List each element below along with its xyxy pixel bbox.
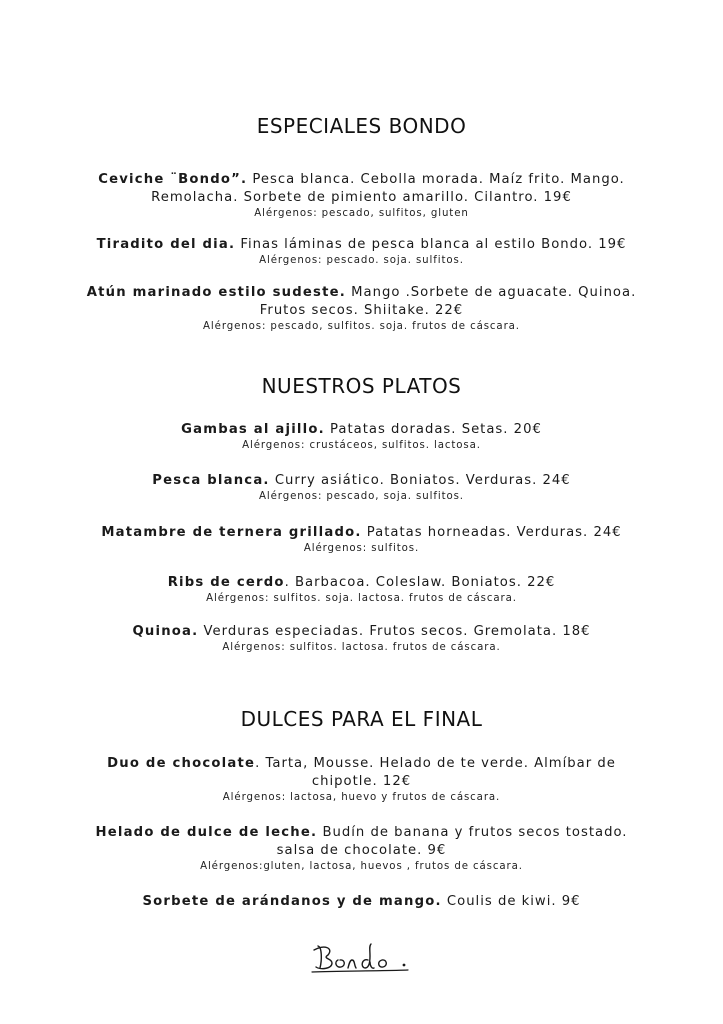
dish-tiradito xyxy=(80,236,643,268)
dish-allergens: Alérgenos: pescado, sulfitos, gluten xyxy=(254,208,469,219)
dish-allergens: Alérgenos: lactosa, huevo y frutos de cáscara. xyxy=(222,792,501,803)
dish-ribs xyxy=(80,574,643,606)
dish-allergens: Alérgenos: sulfitos. lactosa. frutos de cáscara. xyxy=(222,642,501,653)
dish-description: Patatas horneadas. Verduras. 24€ xyxy=(361,525,622,540)
dish-name: Tiradito del dia. xyxy=(96,237,236,252)
dish-name: Duo de chocolate xyxy=(107,756,256,771)
dish-pesca-blanca xyxy=(80,472,643,504)
dish-quinoa xyxy=(80,623,643,655)
dish-allergens: Alérgenos: sulfitos. xyxy=(303,543,420,554)
dish-allergens: Alérgenos: pescado. soja. sulfitos. xyxy=(259,255,464,266)
dish-description: Mango .Sorbete de aguacate. Quinoa. xyxy=(345,285,637,300)
dish-sorbete xyxy=(80,893,643,911)
section-title-nuestros-platos: NUESTROS PLATOS xyxy=(261,374,462,398)
dish-name: Helado de dulce de leche. xyxy=(95,825,318,840)
dish-allergens: Alérgenos:gluten, lactosa, huevos , frutos de cáscara. xyxy=(200,861,523,872)
dish-name: Atún marinado estilo sudeste. xyxy=(86,285,346,300)
dish-name: Pesca blanca. xyxy=(152,473,270,488)
dish-allergens: Alérgenos: crustáceos, sulfitos. lactosa. xyxy=(242,440,481,451)
dish-name: Gambas al ajillo. xyxy=(181,422,325,437)
dish-description: Finas láminas de pesca blanca al estilo Bondo. 19€ xyxy=(235,237,627,252)
dish-description: Coulis de kiwi. 9€ xyxy=(441,894,581,909)
dish-description-cont: Remolacha. Sorbete de pimiento amarillo. Cilantro. 19€ xyxy=(151,190,572,205)
dish-duo-chocolate xyxy=(80,755,643,805)
dish-name: Sorbete de arándanos y de mango. xyxy=(142,894,442,909)
dish-allergens: Alérgenos: pescado, sulfitos. soja. frutos de cáscara. xyxy=(203,321,520,332)
dish-description: Verduras especiadas. Frutos secos. Gremolata. 18€ xyxy=(198,624,591,639)
dish-description-cont: Frutos secos. Shiitake. 22€ xyxy=(259,303,464,318)
dish-allergens: Alérgenos: sulfitos. soja. lactosa. frutos de cáscara. xyxy=(206,593,517,604)
dish-matambre xyxy=(80,524,643,556)
dish-description-cont: salsa de chocolate. 9€ xyxy=(276,843,447,858)
dish-gambas xyxy=(80,421,643,453)
dish-atun xyxy=(80,284,643,334)
dish-name: Matambre de ternera grillado. xyxy=(101,525,362,540)
dish-ceviche xyxy=(80,171,643,221)
dish-description-cont: chipotle. 12€ xyxy=(311,774,412,789)
section-title-dulces: DULCES PARA EL FINAL xyxy=(240,707,483,731)
dish-description: Curry asiático. Boniatos. Verduras. 24€ xyxy=(269,473,571,488)
dish-description: . Tarta, Mousse. Helado de te verde. Almíbar de xyxy=(255,756,616,771)
dish-helado-dulce-leche xyxy=(80,824,643,874)
dish-description: . Barbacoa. Coleslaw. Boniatos. 22€ xyxy=(284,575,556,590)
dish-name: Ribs de cerdo xyxy=(167,575,285,590)
dish-description: Budín de banana y frutos secos tostado. xyxy=(317,825,628,840)
section-title-especiales: ESPECIALES BONDO xyxy=(256,114,467,138)
dish-allergens: Alérgenos: pescado, soja. sulfitos. xyxy=(259,491,464,502)
bondo-signature-logo xyxy=(308,938,428,978)
dish-name: Quinoa. xyxy=(132,624,199,639)
dish-description: Pesca blanca. Cebolla morada. Maíz frito. Mango. xyxy=(247,172,625,187)
dish-description: Patatas doradas. Setas. 20€ xyxy=(324,422,542,437)
dish-name: Ceviche ¨Bondo”. xyxy=(98,172,248,187)
